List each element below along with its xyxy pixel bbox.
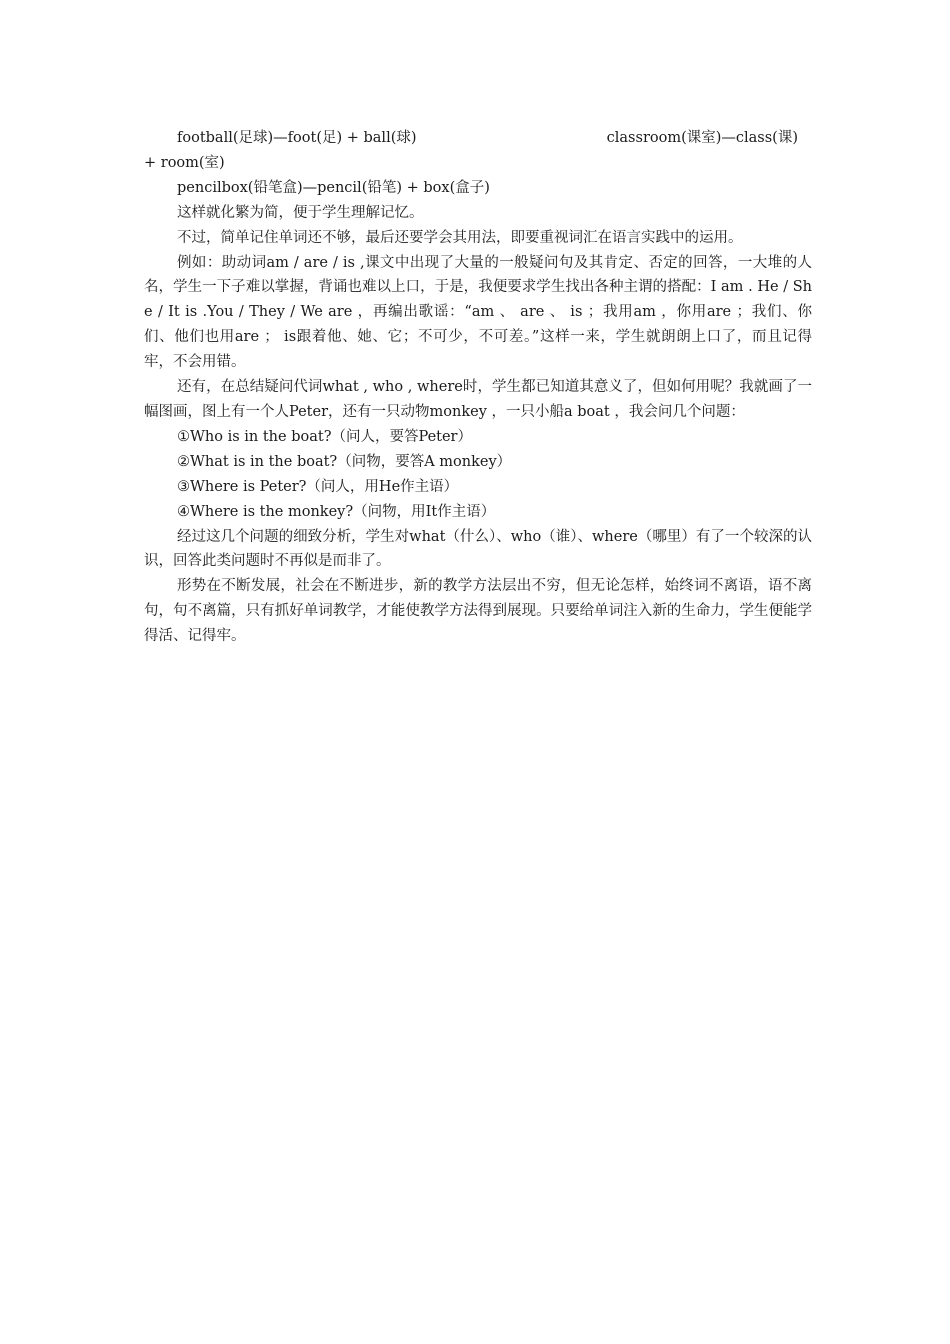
- paragraph-simplify: 这样就化繁为简，便于学生理解记忆。: [177, 204, 424, 221]
- word-example-football: football(足球)—foot(足) + ball(球): [177, 130, 417, 146]
- question-item-3: ③Where is Peter?（问人，用He作主语）: [177, 478, 459, 495]
- paragraph-usage: 不过，简单记住单词还不够，最后还要学会其用法，即要重视词汇在语言实践中的运用。: [177, 229, 743, 246]
- document-body: [144, 126, 812, 649]
- question-item-4: ④Where is the monkey?（问物，用It作主语）: [177, 503, 496, 520]
- paragraph-example-auxiliary-verbs: 例如：助动词am / are / is ,课文中出现了大量的一般疑问句及其肯定、否定的回答，一大堆的人名，学生一下子难以掌握，背诵也难以上口，于是，我便要求学生找出各种主谓的搭配：I am . He / She / It is .You / They / We are ，再编出歌谣：“am 、 are 、 is ；我用am ，你用are ；我们、你们、他们也用are ； is跟着他、她、它；不可少，不可差。”这样一来，学生就朗朗上口了，而且记得牢，不会用错。: [144, 254, 812, 371]
- word-example-classroom-continued: + room(室): [144, 154, 225, 171]
- paragraph-conclusion: 形势在不断发展，社会在不断进步，新的教学方法层出不穷，但无论怎样，始终词不离语，语不离句，句不离篇，只有抓好单词教学，才能使教学方法得到展现。只要给单词注入新的生命力，学生便能学得活、记得牢。: [144, 578, 812, 645]
- question-item-2: ②What is in the boat?（问物，要答A monkey）: [177, 453, 512, 470]
- paragraph-question-pronouns: 还有，在总结疑问代词what , who , where时，学生都已知道其意义了，但如何用呢？我就画了一幅图画，图上有一个人Peter，还有一只动物monkey ，一只小船a boat ，我会问几个问题：: [144, 379, 812, 420]
- word-example-pencilbox: pencilbox(铅笔盒)—pencil(铅笔) + box(盒子): [177, 179, 490, 196]
- question-item-1: ①Who is in the boat?（问人，要答Peter）: [177, 428, 472, 445]
- paragraph-analysis: 经过这几个问题的细致分析，学生对what（什么）、who（谁）、where（哪里）有了一个较深的认识，回答此类问题时不再似是而非了。: [144, 528, 812, 570]
- word-example-classroom: classroom(课室)—class(课): [606, 130, 798, 146]
- word-example-row: [144, 126, 812, 151]
